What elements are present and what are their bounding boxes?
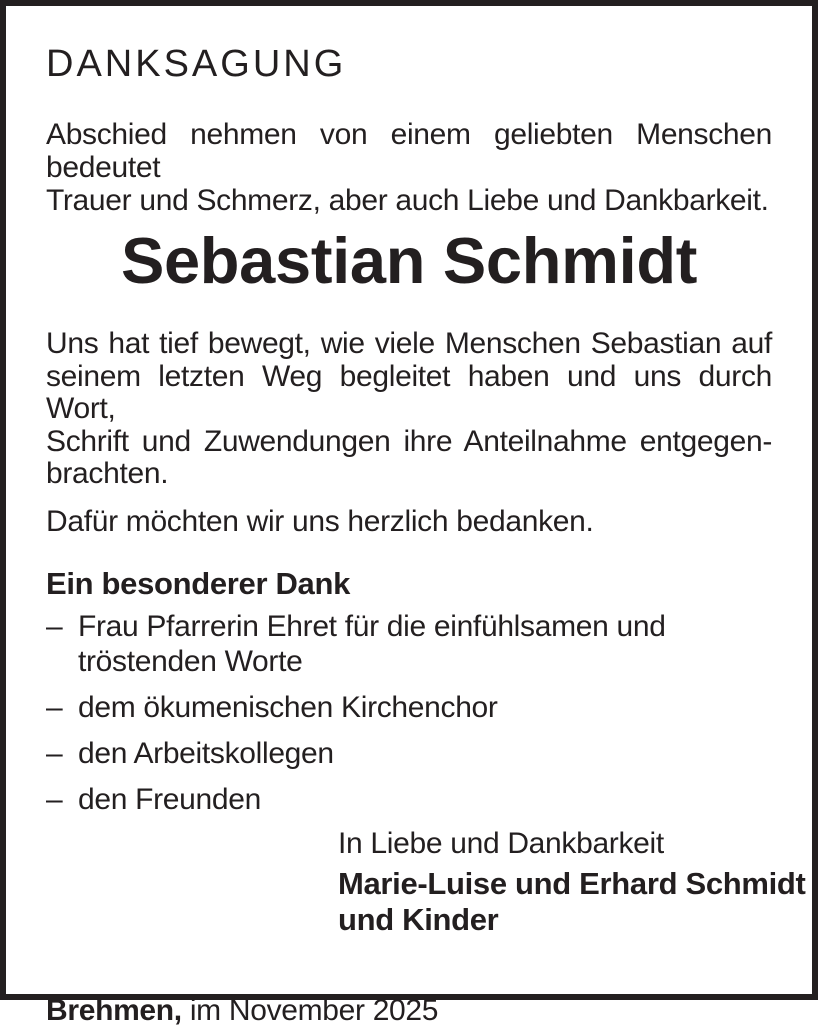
condolence-line-4: brachten. [46,457,169,490]
condolence-line-2: seinem letzten Weg begleitet haben und uns durch Wort, [46,359,772,425]
list-item [46,736,772,771]
date-text: im November 2025 [189,994,439,1027]
place-date-line [46,994,772,1027]
list-item-text: den Arbeitskollegen [78,737,334,770]
list-item [46,609,772,679]
list-item-line-1: Frau Pfarrerin Ehret für die einfühlsamen und [78,610,666,643]
list-item [46,690,772,725]
list-item-text: dem ökumenischen Kirchenchor [78,691,498,724]
signature-block [338,827,806,938]
family-names [338,866,806,938]
place-name: Brehmen, [46,994,182,1027]
list-dash-marker: – [46,610,63,643]
family-line-1: Marie-Luise und Erhard Schmidt [338,866,806,901]
special-thanks-list [46,609,772,817]
list-item-text [78,609,666,679]
list-item-text: den Freunden [78,783,261,816]
list-dash-marker: – [46,737,63,770]
intro-line-1: Abschied nehmen von einem geliebten Menschen bedeutet [46,118,772,184]
condolence-line-3: Schrift und Zuwendungen ihre Anteilnahme entgegen- [46,424,772,458]
special-thanks-heading: Ein besonderer Dank [46,566,351,601]
list-dash-marker: – [46,783,63,816]
notice-type-heading: DANKSAGUNG [46,43,347,85]
family-line-2: und Kinder [338,902,499,937]
list-item-line-2: tröstenden Worte [78,645,303,678]
condolence-paragraph [46,328,772,491]
list-item [46,782,772,817]
thanks-sentence: Dafür möchten wir uns herzlich bedanken. [46,504,594,538]
intro-paragraph [46,118,772,217]
closing-line: In Liebe und Dankbarkeit [338,827,664,860]
deceased-name: Sebastian Schmidt [120,224,698,297]
condolence-line-1: Uns hat tief bewegt, wie viele Menschen Sebastian auf [46,327,772,360]
list-dash-marker: – [46,691,63,724]
intro-line-2: Trauer und Schmerz, aber auch Liebe und Dankbarkeit. [46,184,769,217]
